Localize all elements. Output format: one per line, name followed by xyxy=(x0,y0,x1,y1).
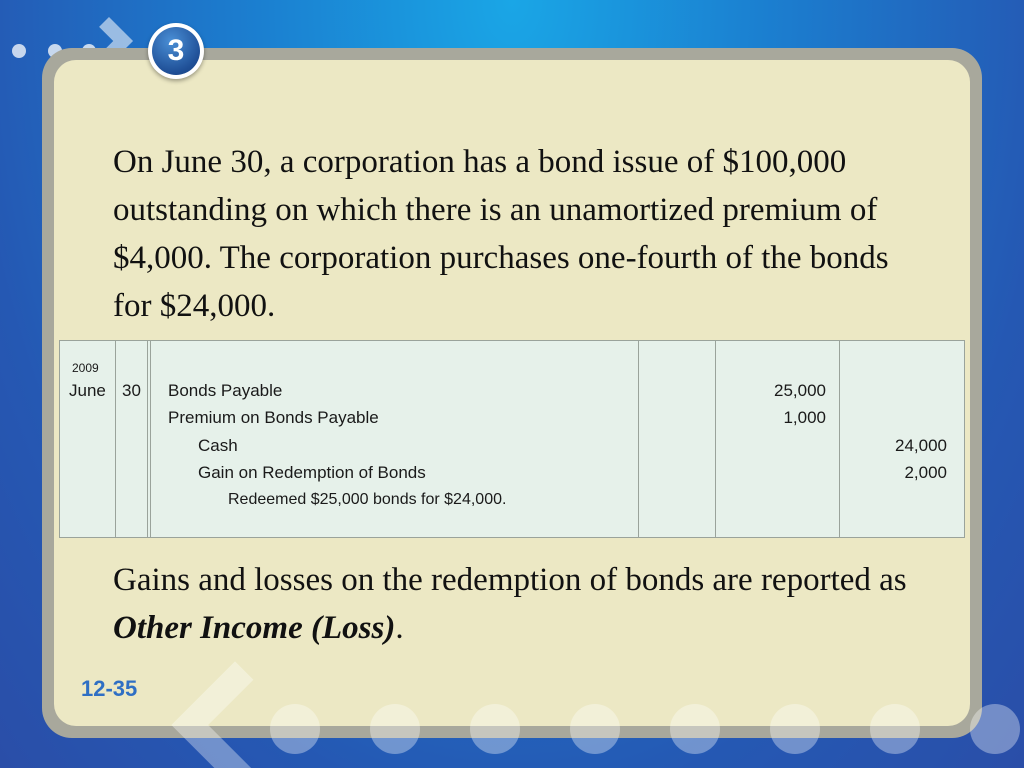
journal-day: 30 xyxy=(122,381,141,400)
journal-account: Gain on Redemption of Bonds xyxy=(198,463,426,482)
journal-account: Premium on Bonds Payable xyxy=(168,408,379,427)
intro-paragraph: On June 30, a corporation has a bond issue of $100,000 outstanding on which there is an unamortized premium of $4,000. The corporation purchases one-fourth of the bonds for $24,000. xyxy=(113,144,889,324)
decorative-circle xyxy=(770,704,820,754)
decorative-circle xyxy=(670,704,720,754)
column-divider xyxy=(147,341,151,537)
column-divider xyxy=(115,341,116,537)
decorative-circle xyxy=(570,704,620,754)
journal-month: June xyxy=(69,381,106,400)
step-number-badge xyxy=(148,23,204,79)
journal-credit: 2,000 xyxy=(904,463,947,482)
step-number: 3 xyxy=(152,27,200,75)
decorative-circle xyxy=(970,704,1020,754)
outro-text: Gains and losses on the redemption of bonds are reported as xyxy=(113,562,907,598)
column-divider xyxy=(638,341,639,537)
journal-account: Cash xyxy=(198,436,238,455)
column-divider xyxy=(839,341,840,537)
journal-entry-table xyxy=(59,340,965,538)
decorative-circle xyxy=(870,704,920,754)
decorative-circle xyxy=(370,704,420,754)
journal-debit: 1,000 xyxy=(783,408,826,427)
outro-paragraph xyxy=(113,556,933,652)
journal-debit: 25,000 xyxy=(774,381,826,400)
journal-account: Bonds Payable xyxy=(168,381,283,400)
journal-year: 2009 xyxy=(72,361,99,375)
page-number: 12-35 xyxy=(81,676,138,701)
outro-text-end: . xyxy=(395,610,404,646)
outro-emphasis: Other Income (Loss) xyxy=(113,610,396,646)
journal-credit: 24,000 xyxy=(895,436,947,455)
decorative-dot xyxy=(12,44,26,58)
journal-explanation: Redeemed $25,000 bonds for $24,000. xyxy=(228,491,507,508)
column-divider xyxy=(715,341,716,537)
decorative-circle xyxy=(470,704,520,754)
decorative-circle xyxy=(270,704,320,754)
